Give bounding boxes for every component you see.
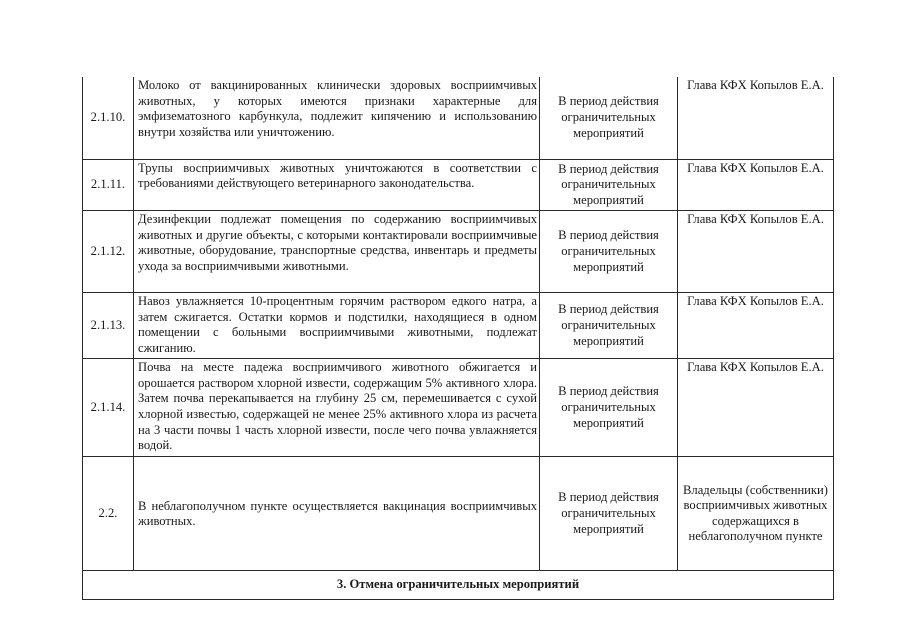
period-cell: В период действия ограничительных мероприятий bbox=[540, 457, 678, 571]
measure-text: Навоз увлажняется 10-процентным горячим раствором едкого натра, а затем сжигается. Остатки кормов и подстилки, находящиеся в одном помещении с больными восприимчивыми животными, подлежат сжиганию. bbox=[134, 293, 540, 359]
period-cell: В период действия ограничительных мероприятий bbox=[540, 77, 678, 159]
row-number: 2.2. bbox=[83, 457, 134, 571]
period-cell: В период действия ограничительных мероприятий bbox=[540, 293, 678, 359]
table-row bbox=[83, 293, 834, 359]
table-row bbox=[83, 77, 834, 159]
measure-text: Трупы восприимчивых животных уничтожаются в соответствии с требованиями действующего ветеринарного законодательства. bbox=[134, 159, 540, 211]
row-number: 2.1.14. bbox=[83, 359, 134, 457]
measure-text: В неблагополучном пункте осуществляется вакцинация восприимчивых животных. bbox=[134, 457, 540, 571]
measure-text: Дезинфекции подлежат помещения по содержанию восприимчивых животных и другие объекты, с которыми контактировали восприимчивые животные, оборудование, транспортные средства, инвентарь и предметы ухода за восприимчивыми животными. bbox=[134, 211, 540, 293]
measure-text: Почва на месте падежа восприимчивого животного обжигается и орошается раствором хлорной извести, содержащим 5% активного хлора. Затем почва перекапывается на глубину 25 см, перемешивается с сухой хлорной известью, содержащей не менее 25% активного хлора из расчета на 3 части почвы 1 часть хлорной извести, после чего почва увлажняется водой. bbox=[134, 359, 540, 457]
period-cell: В период действия ограничительных мероприятий bbox=[540, 159, 678, 211]
table-row bbox=[83, 159, 834, 211]
section-heading: 3. Отмена ограничительных мероприятий bbox=[83, 571, 834, 600]
section-row bbox=[83, 571, 834, 600]
responsible-cell: Владельцы (собственники) восприимчивых животных содержащихся в неблагополучном пункте bbox=[678, 457, 834, 571]
measure-text: Молоко от вакцинированных клинически здоровых восприимчивых животных, у которых имеются признаки характерные для эмфизематозного карбункула, подлежит кипячению и использованию внутри хозяйства или уничтожению. bbox=[134, 77, 540, 159]
measures-table bbox=[82, 77, 834, 600]
row-number: 2.1.11. bbox=[83, 159, 134, 211]
responsible-cell: Глава КФХ Копылов Е.А. bbox=[678, 293, 834, 359]
responsible-cell: Глава КФХ Копылов Е.А. bbox=[678, 359, 834, 457]
table-row bbox=[83, 359, 834, 457]
period-cell: В период действия ограничительных мероприятий bbox=[540, 211, 678, 293]
period-cell: В период действия ограничительных мероприятий bbox=[540, 359, 678, 457]
row-number: 2.1.12. bbox=[83, 211, 134, 293]
table-row bbox=[83, 457, 834, 571]
responsible-cell: Глава КФХ Копылов Е.А. bbox=[678, 211, 834, 293]
table-row bbox=[83, 211, 834, 293]
row-number: 2.1.13. bbox=[83, 293, 134, 359]
row-number: 2.1.10. bbox=[83, 77, 134, 159]
responsible-cell: Глава КФХ Копылов Е.А. bbox=[678, 77, 834, 159]
responsible-cell: Глава КФХ Копылов Е.А. bbox=[678, 159, 834, 211]
